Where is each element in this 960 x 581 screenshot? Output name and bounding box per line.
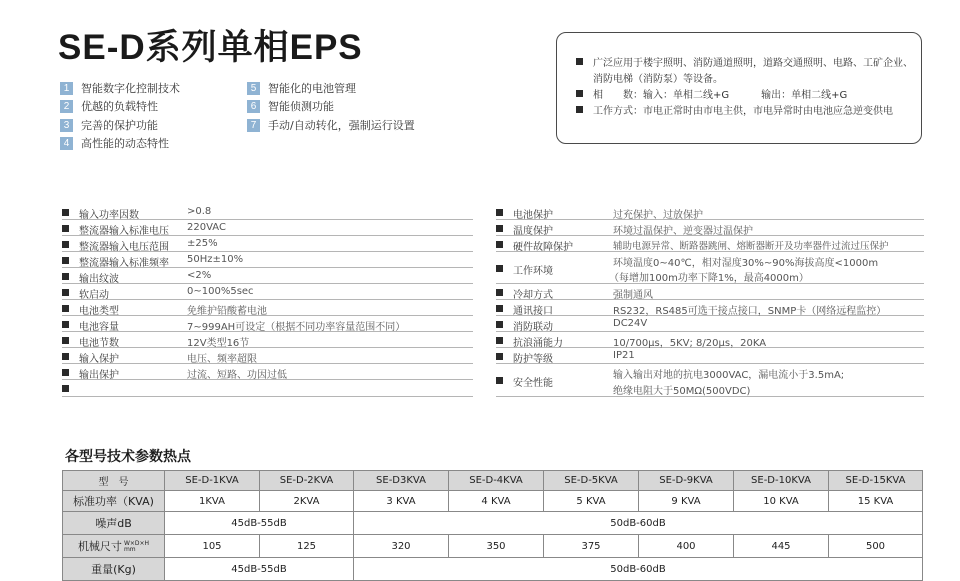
table-cell: 10 KVA — [734, 491, 829, 512]
feature-text: 智能化的电池管理 — [268, 82, 356, 95]
feature-number: 5 — [247, 82, 260, 95]
spec-row-left — [62, 316, 473, 332]
spec-value: 50Hz±10% — [187, 254, 244, 265]
feature-text: 高性能的动态特性 — [81, 137, 169, 150]
feature-item-5 — [247, 80, 356, 96]
table-cell: 125 — [260, 535, 354, 558]
bullet-square — [576, 90, 583, 97]
bullet-square — [496, 321, 503, 328]
feature-number: 1 — [60, 82, 73, 95]
spec-row-left — [62, 220, 473, 236]
spec-label: 冷却方式 — [513, 290, 553, 301]
spec-label: 电池容量 — [79, 322, 119, 333]
spec-row-left — [62, 380, 473, 397]
spec-value: 环境过温保护、逆变器过温保护 — [613, 226, 753, 237]
spec-label: 电池类型 — [79, 306, 119, 317]
spec-row-left — [62, 348, 473, 364]
feature-number: 2 — [60, 100, 73, 113]
spec-value: ±25% — [187, 238, 218, 249]
bullet-square — [496, 337, 503, 344]
info-phase — [576, 88, 847, 104]
bullet-square — [62, 321, 69, 328]
spec-label: 电池保护 — [513, 210, 553, 221]
spec-row-right — [496, 284, 924, 300]
spec-value: >0.8 — [187, 206, 212, 217]
spec-value: IP21 — [613, 350, 635, 361]
bullet-square — [496, 377, 503, 384]
bullet-square — [496, 289, 503, 296]
table-cell: 45dB-55dB — [165, 558, 354, 581]
feature-item-4 — [60, 135, 169, 151]
model-header-cell: SE-D-4KVA — [449, 471, 544, 491]
bullet-square — [62, 273, 69, 280]
bullet-square — [576, 106, 583, 113]
page-title: SE-D系列单相EPS — [58, 28, 363, 67]
feature-text: 智能侦测功能 — [268, 100, 334, 113]
model-header-cell: SE-D-5KVA — [544, 471, 639, 491]
info-mode — [576, 104, 893, 120]
table-cell: 9 KVA — [639, 491, 734, 512]
parameters-table — [62, 470, 923, 581]
table-cell: 2KVA — [260, 491, 354, 512]
spec-label: 输入保护 — [79, 354, 119, 365]
bullet-square — [496, 305, 503, 312]
spec-value: 输入输出对地的抗电3000VAC，漏电流小于3.5mA; — [613, 370, 845, 381]
spec-row-right — [496, 300, 924, 316]
spec-row-right — [496, 220, 924, 236]
spec-label: 温度保护 — [513, 226, 553, 237]
table-row-noise — [63, 512, 923, 535]
model-header-cell: SE-D-15KVA — [829, 471, 923, 491]
spec-label: 输入功率因数 — [79, 210, 139, 221]
table-row-dimensions — [63, 535, 923, 558]
spec-value: RS232，RS485可选干接点接口，SNMP卡（网络远程监控） — [613, 306, 887, 317]
spec-label: 整流器输入标准频率 — [79, 258, 169, 269]
feature-number: 6 — [247, 100, 260, 113]
spec-label: 防护等级 — [513, 354, 553, 365]
spec-row-left — [62, 252, 473, 268]
info-application — [576, 56, 913, 88]
model-header-cell: SE-D-10KVA — [734, 471, 829, 491]
row-label-cell: 噪声dB — [63, 512, 165, 535]
table-cell: 50dB-60dB — [354, 512, 923, 535]
spec-label: 输出纹波 — [79, 274, 119, 285]
model-header-cell: SE-D-2KVA — [260, 471, 354, 491]
spec-row-left — [62, 300, 473, 316]
bullet-square — [62, 241, 69, 248]
model-header-cell: SE-D-1KVA — [165, 471, 260, 491]
table-cell: 350 — [449, 535, 544, 558]
info-mode-text: 工作方式：市电正常时由市电主供，市电异常时由电池应急逆变供电 — [593, 106, 893, 117]
spec-value: 10/700μs，5KV; 8/20μs，20KA — [613, 338, 767, 349]
spec-value: 环境温度0~40℃，相对湿度30%~90%海拔高度<1000m — [613, 258, 879, 269]
bullet-square — [62, 369, 69, 376]
bullet-square — [496, 209, 503, 216]
spec-value: 12V类型16节 — [187, 338, 250, 349]
info-phase-output: 输出：单相二线+G — [761, 90, 848, 101]
feature-item-3 — [60, 117, 158, 133]
model-header-cell: SE-D-9KVA — [639, 471, 734, 491]
table-title: 各型号技术参数热点 — [65, 449, 191, 465]
spec-value: 免维护铅酸蓄电池 — [187, 306, 267, 317]
bullet-square — [496, 265, 503, 272]
spec-value: 0~100%5sec — [187, 286, 254, 297]
table-cell: 15 KVA — [829, 491, 923, 512]
feature-number: 4 — [60, 137, 73, 150]
table-cell: 45dB-55dB — [165, 512, 354, 535]
spec-row-left — [62, 236, 473, 252]
dimension-mm: mm — [123, 546, 136, 553]
spec-row-right — [496, 316, 924, 332]
dimension-unit — [124, 541, 149, 553]
spec-row-left — [62, 268, 473, 284]
table-cell: 445 — [734, 535, 829, 558]
spec-value: 辅助电源异常、断路器跳闸、熔断器断开及功率器件过流过压保护 — [613, 241, 889, 252]
info-application-line1: 广泛应用于楼宇照明、消防通道照明，道路交通照明、电路、工矿企业、 — [593, 58, 913, 69]
header-label-cell: 型 号 — [63, 471, 165, 491]
table-cell: 375 — [544, 535, 639, 558]
feature-text: 完善的保护功能 — [81, 119, 158, 132]
spec-value: 过流、短路、功因过低 — [187, 370, 287, 381]
table-header-row — [63, 471, 923, 491]
spec-label: 整流器输入标准电压 — [79, 226, 169, 237]
info-application-line2: 消防电梯（消防泵）等设备。 — [593, 74, 723, 85]
spec-row-right — [496, 252, 924, 284]
feature-item-2 — [60, 98, 158, 114]
spec-value-extra: 绝缘电阻大于50MΩ(500VDC) — [613, 386, 751, 397]
feature-item-6 — [247, 98, 334, 114]
feature-number: 7 — [247, 119, 260, 132]
bullet-square — [62, 305, 69, 312]
bullet-square — [62, 209, 69, 216]
bullet-square — [62, 337, 69, 344]
info-phase-input: 相 数：输入：单相二线+G — [593, 90, 730, 101]
spec-value: 电压、频率超限 — [187, 354, 257, 365]
spec-value-extra: （每增加100m功率下降1%，最高4000m） — [609, 273, 809, 284]
row-label-cell: 重量(Kg) — [63, 558, 165, 581]
feature-item-7 — [247, 117, 415, 133]
feature-text: 智能数字化控制技术 — [81, 82, 180, 95]
table-cell: 400 — [639, 535, 734, 558]
table-cell: 3 KVA — [354, 491, 449, 512]
spec-value: 7~999AH可设定（根据不同功率容量范围不同） — [187, 322, 406, 333]
row-label-text: 机械尺寸 — [77, 540, 122, 553]
spec-row-left — [62, 204, 473, 220]
table-cell: 500 — [829, 535, 923, 558]
bullet-square — [496, 225, 503, 232]
table-cell: 105 — [165, 535, 260, 558]
row-label-cell: 标准功率（KVA) — [63, 491, 165, 512]
spec-label: 软启动 — [79, 290, 109, 301]
model-header-cell: SE-D3KVA — [354, 471, 449, 491]
bullet-square — [496, 241, 503, 248]
spec-row-left — [62, 364, 473, 380]
table-cell: 320 — [354, 535, 449, 558]
spec-row-right — [496, 236, 924, 252]
table-row-weight — [63, 558, 923, 581]
spec-label: 消防联动 — [513, 322, 553, 333]
bullet-square — [62, 257, 69, 264]
spec-label: 输出保护 — [79, 370, 119, 381]
feature-text: 优越的负载特性 — [81, 100, 158, 113]
dimension-sup: W×D×H — [123, 540, 150, 547]
feature-item-1 — [60, 80, 180, 96]
spec-value: 强制通风 — [613, 290, 653, 301]
spec-label: 工作环境 — [513, 266, 553, 277]
bullet-square — [576, 58, 583, 65]
spec-value: 过充保护、过放保护 — [613, 210, 703, 221]
spec-row-right — [496, 364, 924, 397]
spec-row-left — [62, 284, 473, 300]
bullet-square — [62, 289, 69, 296]
spec-value: DC24V — [613, 318, 648, 329]
spec-row-left — [62, 332, 473, 348]
bullet-square — [62, 385, 69, 392]
spec-label: 硬件故障保护 — [513, 242, 573, 253]
spec-label: 电池节数 — [79, 338, 119, 349]
spec-value: <2% — [187, 270, 212, 281]
table-cell: 4 KVA — [449, 491, 544, 512]
table-cell: 1KVA — [165, 491, 260, 512]
spec-row-right — [496, 204, 924, 220]
spec-value: 220VAC — [187, 222, 226, 233]
spec-row-right — [496, 332, 924, 348]
spec-label: 通讯接口 — [513, 306, 553, 317]
bullet-square — [62, 225, 69, 232]
table-cell: 50dB-60dB — [354, 558, 923, 581]
spec-label: 抗浪涌能力 — [513, 338, 563, 349]
table-row-power — [63, 491, 923, 512]
bullet-square — [496, 353, 503, 360]
row-label-cell — [63, 535, 165, 558]
bullet-square — [62, 353, 69, 360]
feature-number: 3 — [60, 119, 73, 132]
spec-label: 安全性能 — [513, 378, 553, 389]
feature-text: 手动/自动转化，强制运行设置 — [268, 119, 415, 132]
spec-row-right — [496, 348, 924, 364]
table-cell: 5 KVA — [544, 491, 639, 512]
spec-label: 整流器输入电压范围 — [79, 242, 169, 253]
